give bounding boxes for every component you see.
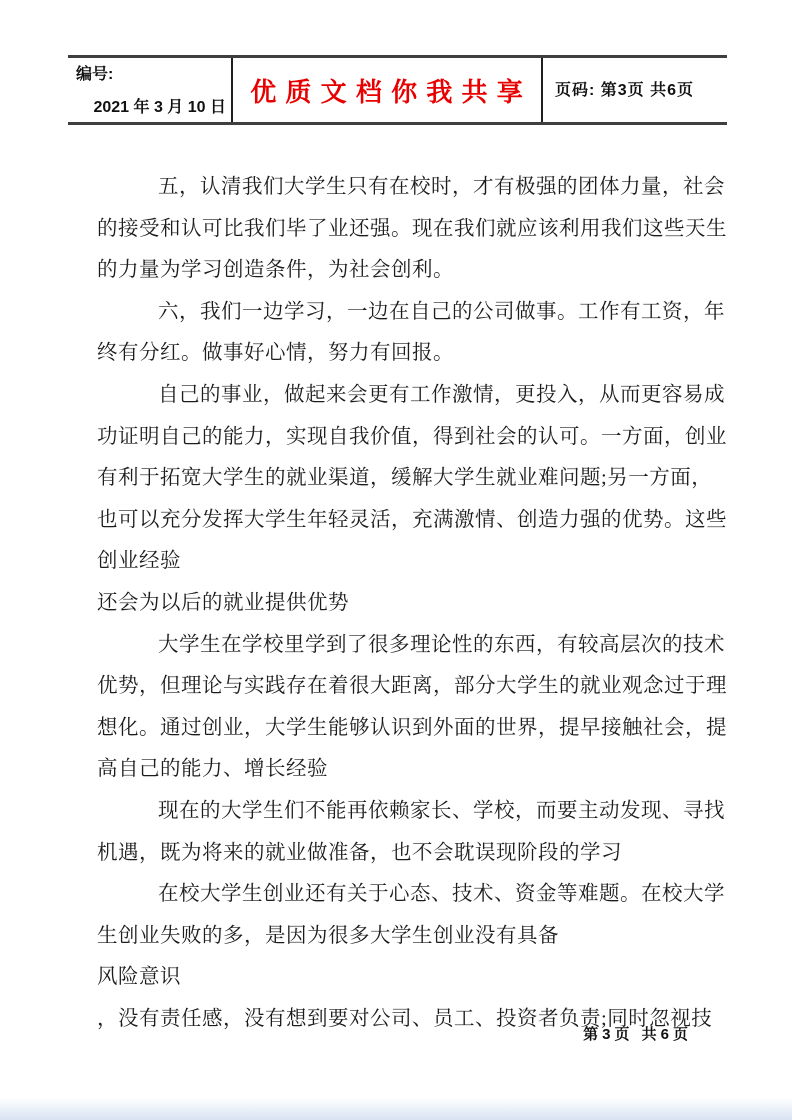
body-line: 的接受和认可比我们毕了业还强。现在我们就应该利用我们这些天生	[97, 217, 727, 240]
body-line: 高自己的能力、增长经验	[97, 758, 328, 781]
body-line: 功证明自己的能力，实现自我价值，得到社会的认可。一方面，创业	[97, 425, 727, 448]
header-cell-number	[68, 58, 233, 122]
body-line: 五，认清我们大学生只有在校时，才有极强的团体力量，社会	[158, 176, 725, 198]
body-line: ，没有责任感，没有想到要对公司、员工、投资者负责;同时忽视技	[97, 1007, 713, 1030]
header-cell-title	[233, 58, 543, 122]
page-number-label: 页码: 第3页 共6页	[555, 81, 695, 99]
page-footer: 第3页 共6页	[583, 1026, 692, 1043]
header-date: 2021 年 3 月 10 日	[93, 99, 226, 116]
header-cell-page	[543, 58, 727, 122]
body-line: 有利于拓宽大学生的就业渠道，缓解大学生就业难问题;另一方面，	[97, 467, 713, 490]
body-line: 的力量为学习创造条件，为社会创利。	[97, 259, 454, 282]
body-line: 也可以充分发挥大学生年轻灵活，充满激情、创造力强的优势。这些	[97, 508, 727, 531]
body-line: 在校大学生创业还有关于心态、技术、资金等难题。在校大学	[158, 883, 725, 906]
header-title: 优 质 文 档 你 我 共 享	[250, 76, 524, 107]
body-line: 六，我们一边学习，一边在自己的公司做事。工作有工资，年	[158, 300, 725, 323]
header-table	[68, 55, 727, 125]
body-line: 机遇，既为将来的就业做准备，也不会耽误现阶段的学习	[97, 841, 622, 864]
body-line: 生创业失败的多，是因为很多大学生创业没有具备	[97, 924, 559, 947]
document-body	[97, 167, 727, 1040]
body-line: 大学生在学校里学到了很多理论性的东西，有较高层次的技术	[158, 633, 725, 656]
body-line: 想化。通过创业，大学生能够认识到外面的世界，提早接触社会，提	[97, 716, 727, 739]
number-label: 编号:	[76, 66, 114, 83]
body-line: 优势，但理论与实践存在着很大距离，部分大学生的就业观念过于理	[97, 675, 727, 698]
body-line: 现在的大学生们不能再依赖家长、学校，而要主动发现、寻找	[158, 799, 725, 822]
body-line: 还会为以后的就业提供优势	[97, 591, 349, 614]
body-line: 自己的事业，做起来会更有工作激情，更投入，从而更容易成	[158, 383, 725, 406]
body-line: 创业经验	[97, 550, 181, 573]
body-line: 风险意识	[97, 966, 181, 989]
body-line: 终有分红。做事好心情，努力有回报。	[97, 342, 454, 365]
